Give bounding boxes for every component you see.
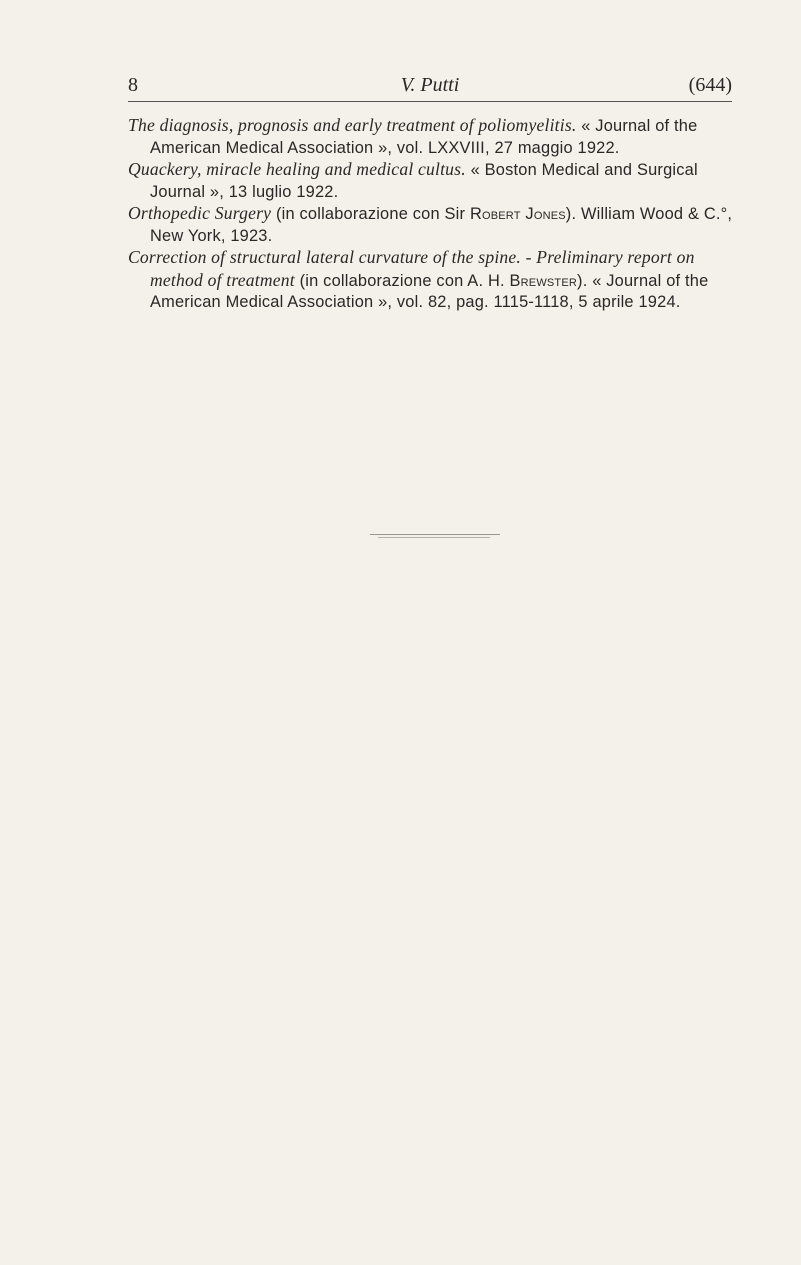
reference-entry: [128, 247, 738, 314]
reference-list: [128, 115, 738, 314]
reference-title: Quackery, miracle healing and medical cultus.: [128, 159, 466, 179]
reference-title: The diagnosis, prognosis and early treatment of poliomyelitis.: [128, 115, 577, 135]
page-number: 8: [128, 74, 138, 96]
reference-details: « Journal of the American Medical Association », vol. LXXVIII, 27 maggio 1922.: [150, 117, 698, 157]
running-head: V. Putti: [400, 74, 460, 96]
reference-details: ). William Wood & C.°, New York, 1923.: [150, 205, 733, 245]
reference-title: Orthopedic Surgery: [128, 203, 272, 223]
original-page-reference: (644): [688, 74, 732, 96]
reference-details: (in collaborazione con Sir: [271, 205, 470, 223]
reference-entry: [128, 159, 738, 203]
reference-details: (in collaborazione con A. H.: [294, 271, 510, 290]
reference-entry: [128, 203, 738, 247]
reference-details: « Boston Medical and Surgical Journal », 13 luglio 1922.: [150, 161, 698, 201]
header-rule: [128, 101, 732, 102]
reference-details: ). « Journal of the American Medical Association », vol. 82, pag. 1115-1118, 5 aprile 1924.: [150, 271, 709, 311]
end-rule-inner: [378, 537, 490, 538]
reference-title: Correction of structural lateral curvature of the spine. - Preliminary report on method of treatment: [128, 247, 695, 290]
page-header: [128, 74, 732, 102]
coauthor-name: Brewster: [509, 271, 578, 290]
end-rule: [370, 534, 500, 535]
coauthor-name: Robert Jones: [469, 205, 566, 223]
reference-entry: [128, 115, 738, 159]
